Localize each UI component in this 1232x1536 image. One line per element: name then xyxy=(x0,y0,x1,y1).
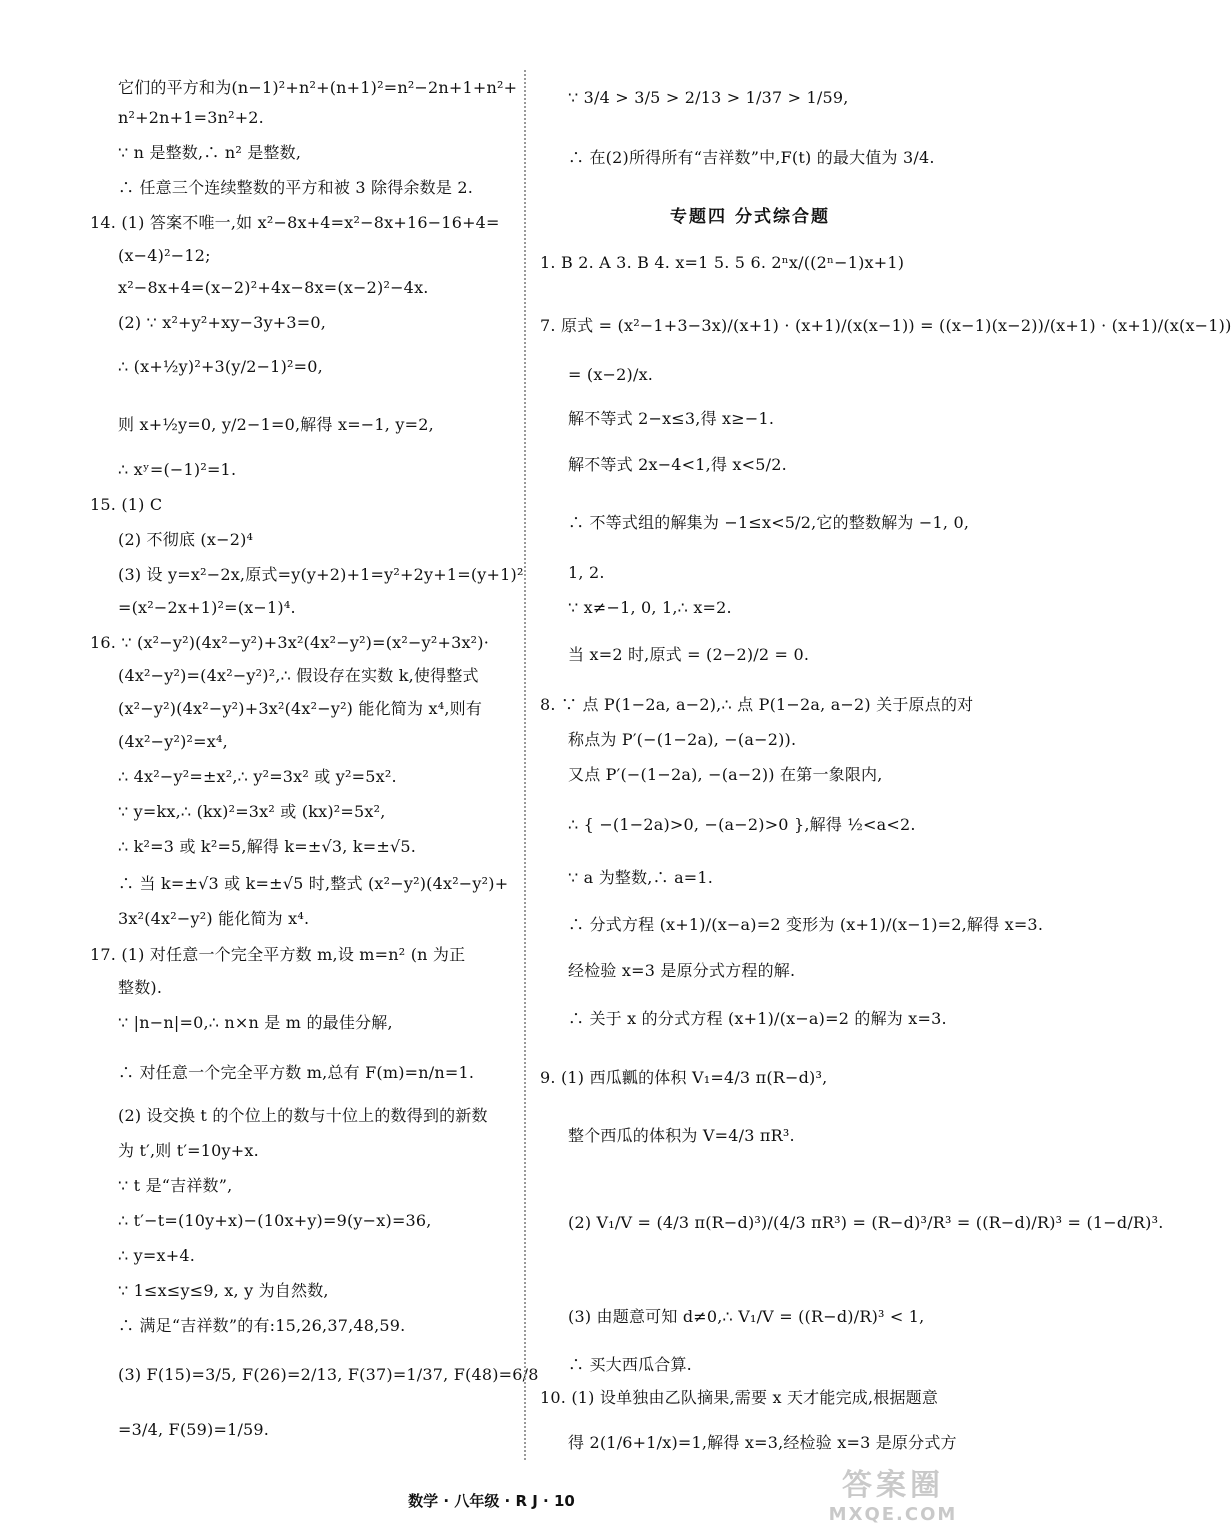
answer-line: ∴ 不等式组的解集为 −1≤x<5/2,它的整数解为 −1, 0, xyxy=(568,513,970,532)
answer-line: ∴ 在(2)所得所有“吉祥数”中,F(t) 的最大值为 3/4. xyxy=(568,148,935,167)
answer-line: ∵ y=kx,∴ (kx)²=3x² 或 (kx)²=5x², xyxy=(118,802,386,821)
answer-line: =(x²−2x+1)²=(x−1)⁴. xyxy=(118,598,296,617)
answer-line: (4x²−y²)=(4x²−y²)²,∴ 假设存在实数 k,使得整式 xyxy=(118,666,479,685)
answer-line: n²+2n+1=3n²+2. xyxy=(118,108,264,127)
answer-line: ∴ 买大西瓜合算. xyxy=(568,1355,692,1374)
answer-line: 又点 P′(−(1−2a), −(a−2)) 在第一象限内, xyxy=(568,765,883,784)
answer-line: ∵ |n−n|=0,∴ n×n 是 m 的最佳分解, xyxy=(118,1013,393,1032)
answer-line: (2) 不彻底 (x−2)⁴ xyxy=(118,530,254,549)
answer-line: ∵ t 是“吉祥数”, xyxy=(118,1176,233,1195)
answer-line: 得 2(1/6+1/x)=1,解得 x=3,经检验 x=3 是原分式方 xyxy=(568,1433,957,1452)
page-footer: 数学 · 八年级 · R J · 10 xyxy=(408,1492,575,1510)
answer-line: ∵ n 是整数,∴ n² 是整数, xyxy=(118,143,302,162)
answer-line: 为 t′,则 t′=10y+x. xyxy=(118,1141,259,1160)
answer-line: ∴ 满足“吉祥数”的有:15,26,37,48,59. xyxy=(118,1316,406,1335)
answer-line: ∴ xʸ=(−1)²=1. xyxy=(118,460,237,479)
answer-line: 整个西瓜的体积为 V=4/3 πR³. xyxy=(568,1126,795,1145)
answer-line: ∵ x≠−1, 0, 1,∴ x=2. xyxy=(568,598,732,617)
answer-line: ∴ 当 k=±√3 或 k=±√5 时,整式 (x²−y²)(4x²−y²)+ xyxy=(118,874,509,893)
answer-line: 它们的平方和为(n−1)²+n²+(n+1)²=n²−2n+1+n²+ xyxy=(118,78,518,97)
answer-line: ∴ 4x²−y²=±x²,∴ y²=3x² 或 y²=5x². xyxy=(118,767,397,786)
answer-line: 则 x+½y=0, y/2−1=0,解得 x=−1, y=2, xyxy=(118,415,434,434)
answer-line: (2) V₁/V = (4/3 π(R−d)³)/(4/3 πR³) = (R−d)³/R³ = ((R−d)/R)³ = (1−d/R)³. xyxy=(568,1213,1164,1232)
answer-line: 解不等式 2x−4<1,得 x<5/2. xyxy=(568,455,787,474)
column-divider xyxy=(524,70,526,1460)
answer-line: (x²−y²)(4x²−y²)+3x²(4x²−y²) 能化简为 x⁴,则有 xyxy=(118,699,483,718)
answer-line: 16. ∵ (x²−y²)(4x²−y²)+3x²(4x²−y²)=(x²−y²+3x²)· xyxy=(90,633,490,652)
answer-line: ∴ (x+½y)²+3(y/2−1)²=0, xyxy=(118,357,323,376)
answer-line: (4x²−y²)²=x⁴, xyxy=(118,732,228,751)
answer-line: x²−8x+4=(x−2)²+4x−8x=(x−2)²−4x. xyxy=(118,278,429,297)
answer-line: 8. ∵ 点 P(1−2a, a−2),∴ 点 P(1−2a, a−2) 关于原点的对 xyxy=(540,695,974,714)
section-heading: 专题四 分式综合题 xyxy=(670,207,830,227)
answer-line: 17. (1) 对任意一个完全平方数 m,设 m=n² (n 为正 xyxy=(90,945,466,964)
watermark-logo xyxy=(813,1468,973,1532)
answer-line: ∵ 1≤x≤y≤9, x, y 为自然数, xyxy=(118,1281,329,1300)
answer-line: 经检验 x=3 是原分式方程的解. xyxy=(568,961,796,980)
answer-line: 14. (1) 答案不唯一,如 x²−8x+4=x²−8x+16−16+4= xyxy=(90,213,500,232)
answer-line: 解不等式 2−x≤3,得 x≥−1. xyxy=(568,409,775,428)
answer-line: (3) 由题意可知 d≠0,∴ V₁/V = ((R−d)/R)³ < 1, xyxy=(568,1307,925,1326)
answer-line: ∴ y=x+4. xyxy=(118,1246,196,1265)
answer-line: ∴ { −(1−2a)>0, −(a−2)>0 },解得 ½<a<2. xyxy=(568,815,916,834)
answer-line: (2) 设交换 t 的个位上的数与十位上的数得到的新数 xyxy=(118,1106,488,1125)
answer-line: ∴ k²=3 或 k²=5,解得 k=±√3, k=±√5. xyxy=(118,837,417,856)
answer-line: (x−4)²−12; xyxy=(118,246,211,265)
answer-line: ∴ 关于 x 的分式方程 (x+1)/(x−a)=2 的解为 x=3. xyxy=(568,1009,947,1028)
watermark-text: 答案圈 xyxy=(842,1468,944,1503)
answer-line: ∴ t′−t=(10y+x)−(10x+y)=9(y−x)=36, xyxy=(118,1211,432,1230)
answer-line: (3) 设 y=x²−2x,原式=y(y+2)+1=y²+2y+1=(y+1)² xyxy=(118,565,524,584)
answer-line: 3x²(4x²−y²) 能化简为 x⁴. xyxy=(118,909,310,928)
answer-line: ∵ a 为整数,∴ a=1. xyxy=(568,868,714,887)
answer-line: ∴ 任意三个连续整数的平方和被 3 除得余数是 2. xyxy=(118,178,473,197)
answer-line: 10. (1) 设单独由乙队摘果,需要 x 天才能完成,根据题意 xyxy=(540,1388,939,1407)
answer-line: (2) ∵ x²+y²+xy−3y+3=0, xyxy=(118,313,327,332)
answer-line: ∴ 分式方程 (x+1)/(x−a)=2 变形为 (x+1)/(x−1)=2,解得 x=3. xyxy=(568,915,1044,934)
answer-line: 1. B 2. A 3. B 4. x=1 5. 5 6. 2ⁿx/((2ⁿ−1)x+1) xyxy=(540,253,905,272)
answer-line: 整数). xyxy=(118,978,163,997)
watermark-url: MXQE.COM xyxy=(828,1504,958,1525)
answer-line: 1, 2. xyxy=(568,563,605,582)
answer-line: 当 x=2 时,原式 = (2−2)/2 = 0. xyxy=(568,645,810,664)
answer-line: ∵ 3/4 > 3/5 > 2/13 > 1/37 > 1/59, xyxy=(568,88,849,107)
answer-line: 15. (1) C xyxy=(90,495,163,514)
answer-line: 9. (1) 西瓜瓤的体积 V₁=4/3 π(R−d)³, xyxy=(540,1068,828,1087)
answer-line: 7. 原式 = (x²−1+3−3x)/(x+1) · (x+1)/(x(x−1)) = ((x−1)(x−2))/(x+1) · (x+1)/(x(x−1)) xyxy=(540,316,1232,335)
answer-line: ∴ 对任意一个完全平方数 m,总有 F(m)=n/n=1. xyxy=(118,1063,475,1082)
answer-line: (3) F(15)=3/5, F(26)=2/13, F(37)=1/37, F(48)=6/8 xyxy=(118,1365,539,1384)
answer-line: = (x−2)/x. xyxy=(568,365,654,384)
answer-line: =3/4, F(59)=1/59. xyxy=(118,1420,270,1439)
answer-line: 称点为 P′(−(1−2a), −(a−2)). xyxy=(568,730,797,749)
